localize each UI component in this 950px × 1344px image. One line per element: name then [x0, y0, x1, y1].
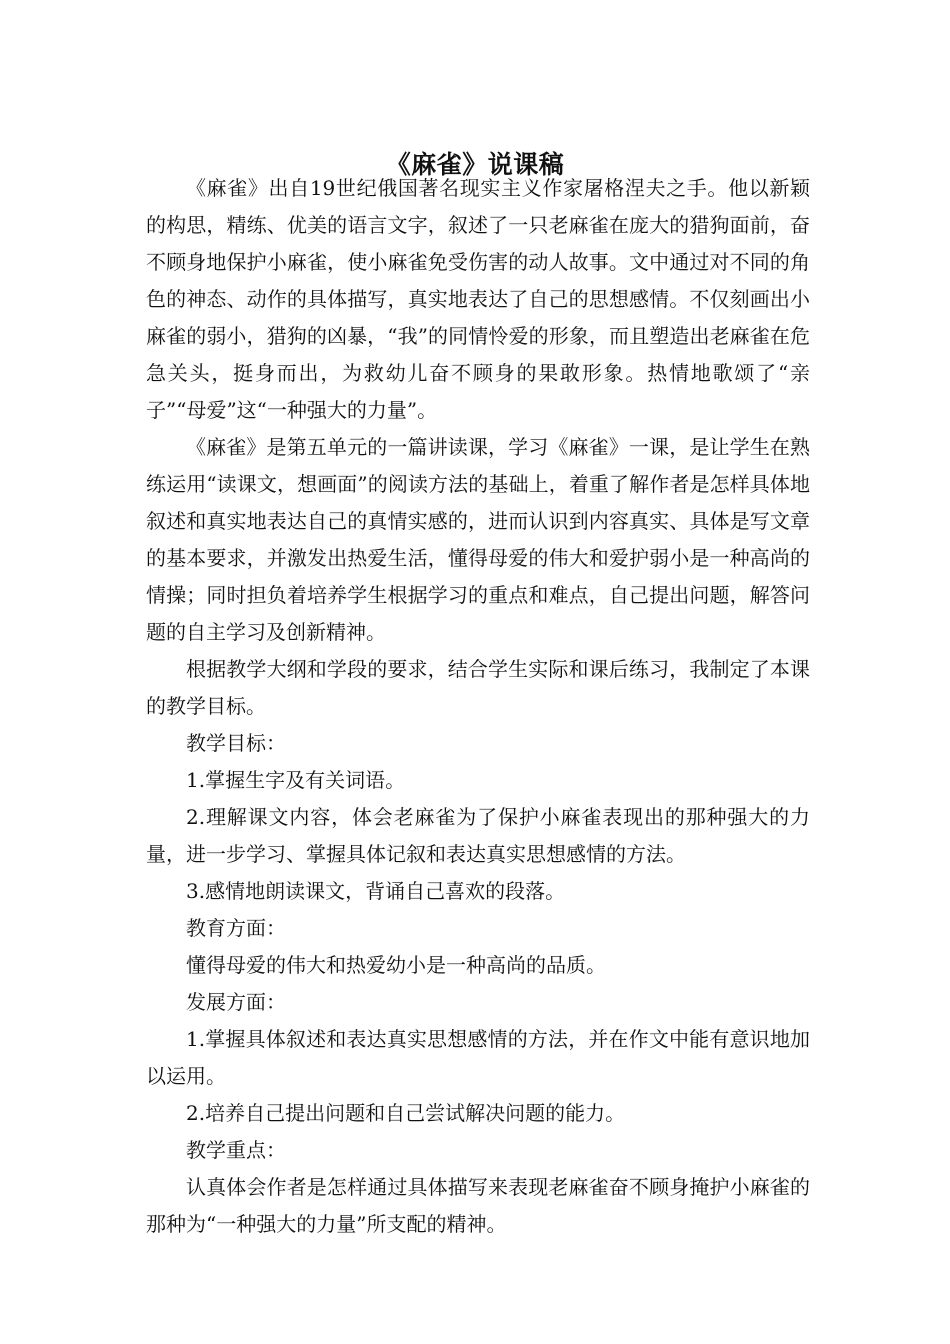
paragraph-lesson-role: 《麻雀》是第五单元的一篇讲读课，学习《麻雀》一课，是让学生在熟练运用“读课文，想画面”的阅读方法的基础上，着重了解作者是怎样具体地叙述和真实地表达自己的真情实感的，进而认识到内容真实、具体是写文章的基本要求，并激发出热爱生活，懂得母爱的伟大和爱护弱小是一种高尚的情操；同时担负着培养学生根据学习的重点和难点，自己提出问题，解答问题的自主学习及创新精神。 [146, 435, 810, 644]
page-title: 《麻雀》说课稿 [385, 149, 565, 179]
heading-teaching-goals: 教学目标： [186, 731, 286, 755]
development-item-2: 2.培养自己提出问题和自己尝试解决问题的能力。 [186, 1101, 626, 1125]
education-item: 懂得母爱的伟大和热爱幼小是一种高尚的品质。 [186, 953, 606, 977]
paragraph-intro: 《麻雀》出自19世纪俄国著名现实主义作家屠格涅夫之手。他以新颖的构思，精练、优美的语言文字，叙述了一只老麻雀在庞大的猎狗面前，奋不顾身地保护小麻雀，使小麻雀免受伤害的动人故事。文中通过对不同的角色的神态、动作的具体描写，真实地表达了自己的思想感情。不仅刻画出小麻雀的弱小，猎狗的凶暴，“我”的同情怜爱的形象，而且塑造出老麻雀在危急关头，挺身而出，为救幼儿奋不顾身的果敢形象。热情地歌颂了“亲子”“母爱”这“一种强大的力量”。 [146, 176, 810, 422]
goal-item-1: 1.掌握生字及有关词语。 [186, 768, 406, 792]
goal-item-3: 3.感情地朗读课文，背诵自己喜欢的段落。 [186, 879, 566, 903]
heading-key-points: 教学重点： [186, 1138, 286, 1162]
key-point-item: 认真体会作者是怎样通过具体描写来表现老麻雀奋不顾身掩护小麻雀的那种为“一种强大的力量”所支配的精神。 [146, 1175, 810, 1236]
paragraph-goal-basis: 根据教学大纲和学段的要求，结合学生实际和课后练习，我制定了本课的教学目标。 [146, 657, 810, 718]
document-body [146, 170, 810, 1243]
heading-development: 发展方面： [186, 990, 286, 1014]
development-item-1: 1.掌握具体叙述和表达真实思想感情的方法，并在作文中能有意识地加以运用。 [146, 1027, 810, 1088]
goal-item-2: 2.理解课文内容，体会老麻雀为了保护小麻雀表现出的那种强大的力量，进一步学习、掌握具体记叙和表达真实思想感情的方法。 [146, 805, 810, 866]
heading-education: 教育方面： [186, 916, 286, 940]
